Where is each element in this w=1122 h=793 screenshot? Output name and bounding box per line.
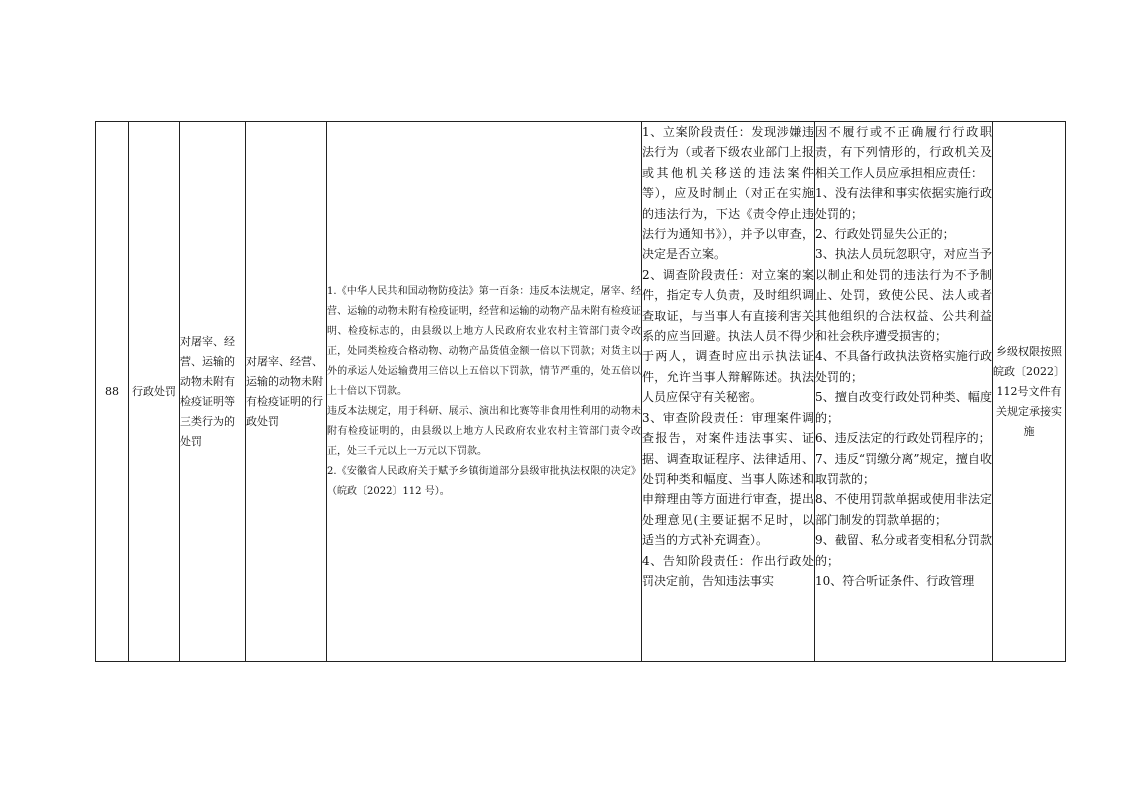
accountability-paragraph: 因不履行或不正确履行行政职责，有下列情形的，行政机关及相关工作人员应承担相应责任： <box>815 125 992 180</box>
responsibility-paragraph: 4、告知阶段责任：作出行政处罚决定前，告知违法事实 <box>642 553 814 588</box>
responsibility-items <box>642 122 815 662</box>
row-number: 88 <box>96 122 129 662</box>
accountability-paragraph: 6、违反法定的行政处罚程序的； <box>815 431 991 446</box>
accountability-paragraph: 2、行政处罚显失公正的； <box>815 227 955 242</box>
responsibility-paragraph: 2、调查阶段责任：对立案的案件，指定专人负责，及时组织调查取证，与当事人有直接利害关系的应当回避。执法人员不得少于两人，调查时应出示执法证件，允许当事人辩解陈述。执法人员应保守有关秘密。 <box>642 267 814 405</box>
accountability-paragraph: 3、执法人员玩忽职守，对应当予以制止和处罚的违法行为不予制止、处罚，致使公民、法人或者其他组织的合法权益、公共利益和社会秩序遭受损害的； <box>815 247 992 344</box>
basis-paragraph: 2.《安徽省人民政府关于赋予乡镇街道部分县级审批执法权限的决定》（皖政〔2022〕112 号）。 <box>327 465 641 497</box>
accountability-paragraph: 7、违反“罚缴分离”规定，擅自收取罚款的； <box>815 451 992 486</box>
accountability-paragraph: 9、截留、私分或者变相私分罚款的； <box>815 533 992 568</box>
accountability-paragraph: 5、擅自改变行政处罚种类、幅度的； <box>815 390 992 425</box>
basis-paragraph: 1.《中华人民共和国动物防疫法》第一百条：违反本法规定，屠宰、经营、运输的动物未附有检疫证明，经营和运输的动物产品未附有检疫证明、检疫标志的，由县级以上地方人民政府农业农村主管部门责令改正，处同类检疫合格动物、动物产品货值金额一倍以下罚款；对货主以外的承运人处运输费用三倍以上五倍以下罚款，情节严重的，处五倍以上十倍以下罚款。 <box>327 285 641 397</box>
power-category: 行政处罚 <box>129 122 180 662</box>
responsibility-paragraph: 3、审查阶段责任：审理案件调查报告，对案件违法事实、证据、调查取证程序、法律适用、处罚种类和幅度、当事人陈述和申辩理由等方面进行审查，提出处理意见(主要证据不足时，以适当的方式补充调查）。 <box>642 410 814 548</box>
accountability-paragraph: 4、不具备行政执法资格实施行政处罚的； <box>815 349 992 384</box>
sub-item-name: 对屠宰、经营、运输的动物未附有检疫证明的行政处罚 <box>246 122 327 662</box>
legal-basis <box>327 122 642 662</box>
accountability-items <box>815 122 993 662</box>
accountability-paragraph: 1、没有法律和事实依据实施行政处罚的； <box>815 186 992 221</box>
accountability-paragraph: 8、不使用罚款单据或使用非法定部门制发的罚款单据的； <box>815 492 992 527</box>
power-list-table <box>95 121 1066 662</box>
responsibility-paragraph: 1、立案阶段责任：发现涉嫌违法行为（或者下级农业部门上报或其他机关移送的违法案件等），应及时制止（对正在实施的违法行为，下达《责令停止违法行为通知书》），并予以审查，决定是否立案。 <box>642 125 814 262</box>
remarks: 乡级权限按照皖政〔2022〕112号文件有关规定承接实施 <box>993 122 1066 662</box>
accountability-paragraph: 10、符合听证条件、行政管理 <box>815 573 975 588</box>
item-name: 对屠宰、经营、运输的动物未附有检疫证明等三类行为的处罚 <box>180 122 246 662</box>
table-row <box>96 122 1066 662</box>
basis-paragraph: 违反本法规定，用于科研、展示、演出和比赛等非食用性利用的动物未附有检疫证明的，由县级以上地方人民政府农业农村主管部门责令改正，处三千元以上一万元以下罚款。 <box>327 405 641 457</box>
